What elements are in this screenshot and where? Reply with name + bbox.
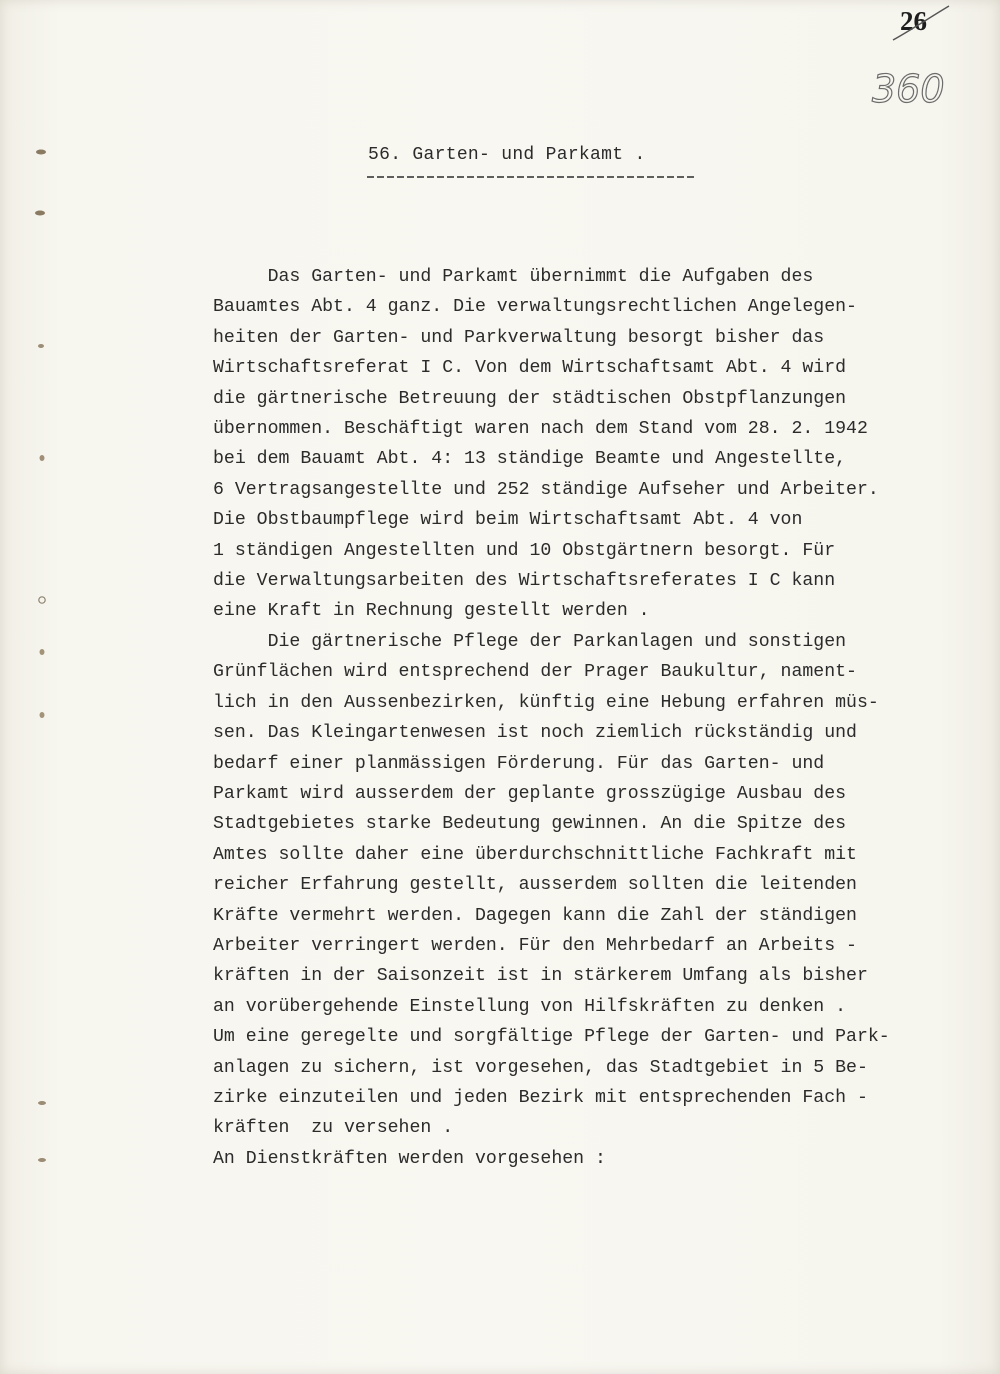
text-line: Die gärtnerische Pflege der Parkanlagen und sonstigen — [213, 631, 847, 652]
text-line: Bauamtes Abt. 4 ganz. Die verwaltungsrechtlichen Angelegen- — [213, 297, 857, 318]
text-line: 1 ständigen Angestellten und 10 Obstgärtnern besorgt. Für — [213, 540, 836, 561]
text-line: Wirtschaftsreferat I C. Von dem Wirtschaftsamt Abt. 4 wird — [213, 358, 847, 379]
body-text — [213, 262, 993, 1174]
text-line: Um eine geregelte und sorgfältige Pflege der Garten- und Park- — [213, 1027, 890, 1048]
handwritten-folio-number — [868, 62, 964, 114]
text-line: kräften in der Saisonzeit ist in stärkerem Umfang als bisher — [213, 966, 868, 987]
text-line: eine Kraft in Rechnung gestellt werden . — [213, 601, 650, 622]
page-number: 26 — [900, 6, 927, 36]
binding-margin-marks — [0, 0, 60, 1374]
text-line: lich in den Aussenbezirken, künftig eine Hebung erfahren müs- — [213, 692, 879, 713]
text-line: kräften zu versehen . — [213, 1118, 454, 1139]
text-line: die Verwaltungsarbeiten des Wirtschaftsreferates I C kann — [213, 571, 836, 592]
text-line: Kräfte vermehrt werden. Dagegen kann die Zahl der ständigen — [213, 905, 857, 926]
text-line: Die Obstbaumpflege wird beim Wirtschaftsamt Abt. 4 von — [213, 510, 803, 531]
text-line: Stadtgebietes starke Bedeutung gewinnen. An die Spitze des — [213, 814, 847, 835]
text-line: an vorübergehende Einstellung von Hilfskräften zu denken . — [213, 996, 847, 1017]
text-line: 6 Vertragsangestellte und 252 ständige Aufseher und Arbeiter. — [213, 479, 879, 500]
section-heading: 56. Garten- und Parkamt . — [368, 145, 646, 165]
text-line: bei dem Bauamt Abt. 4: 13 ständige Beamte und Angestellte, — [213, 449, 847, 470]
heading-underline — [367, 175, 697, 179]
text-line: sen. Das Kleingartenwesen ist noch ziemlich rückständig und — [213, 723, 857, 744]
text-line: Grünflächen wird entsprechend der Prager Baukultur, nament- — [213, 662, 857, 683]
text-line: anlagen zu sichern, ist vorgesehen, das Stadtgebiet in 5 Be- — [213, 1057, 868, 1078]
text-line: reicher Erfahrung gestellt, ausserdem sollten die leitenden — [213, 875, 857, 896]
text-line: Arbeiter verringert werden. Für den Mehrbedarf an Arbeits - — [213, 935, 857, 956]
text-line: Parkamt wird ausserdem der geplante grosszügige Ausbau des — [213, 783, 847, 804]
text-line: heiten der Garten- und Parkverwaltung besorgt bisher das — [213, 327, 825, 348]
text-line: Das Garten- und Parkamt übernimmt die Aufgaben des — [213, 267, 814, 287]
text-line: zirke einzuteilen und jeden Bezirk mit entsprechenden Fach - — [213, 1087, 868, 1108]
text-line: An Dienstkräften werden vorgesehen : — [213, 1148, 606, 1169]
svg-text:360: 360 — [872, 67, 945, 111]
text-line: übernommen. Beschäftigt waren nach dem Stand vom 28. 2. 1942 — [213, 419, 868, 440]
text-line: bedarf einer planmässigen Förderung. Für das Garten- und — [213, 753, 825, 774]
text-line: die gärtnerische Betreuung der städtischen Obstpflanzungen — [213, 388, 847, 409]
text-line: Amtes sollte daher eine überdurchschnittliche Fachkraft mit — [213, 844, 857, 865]
